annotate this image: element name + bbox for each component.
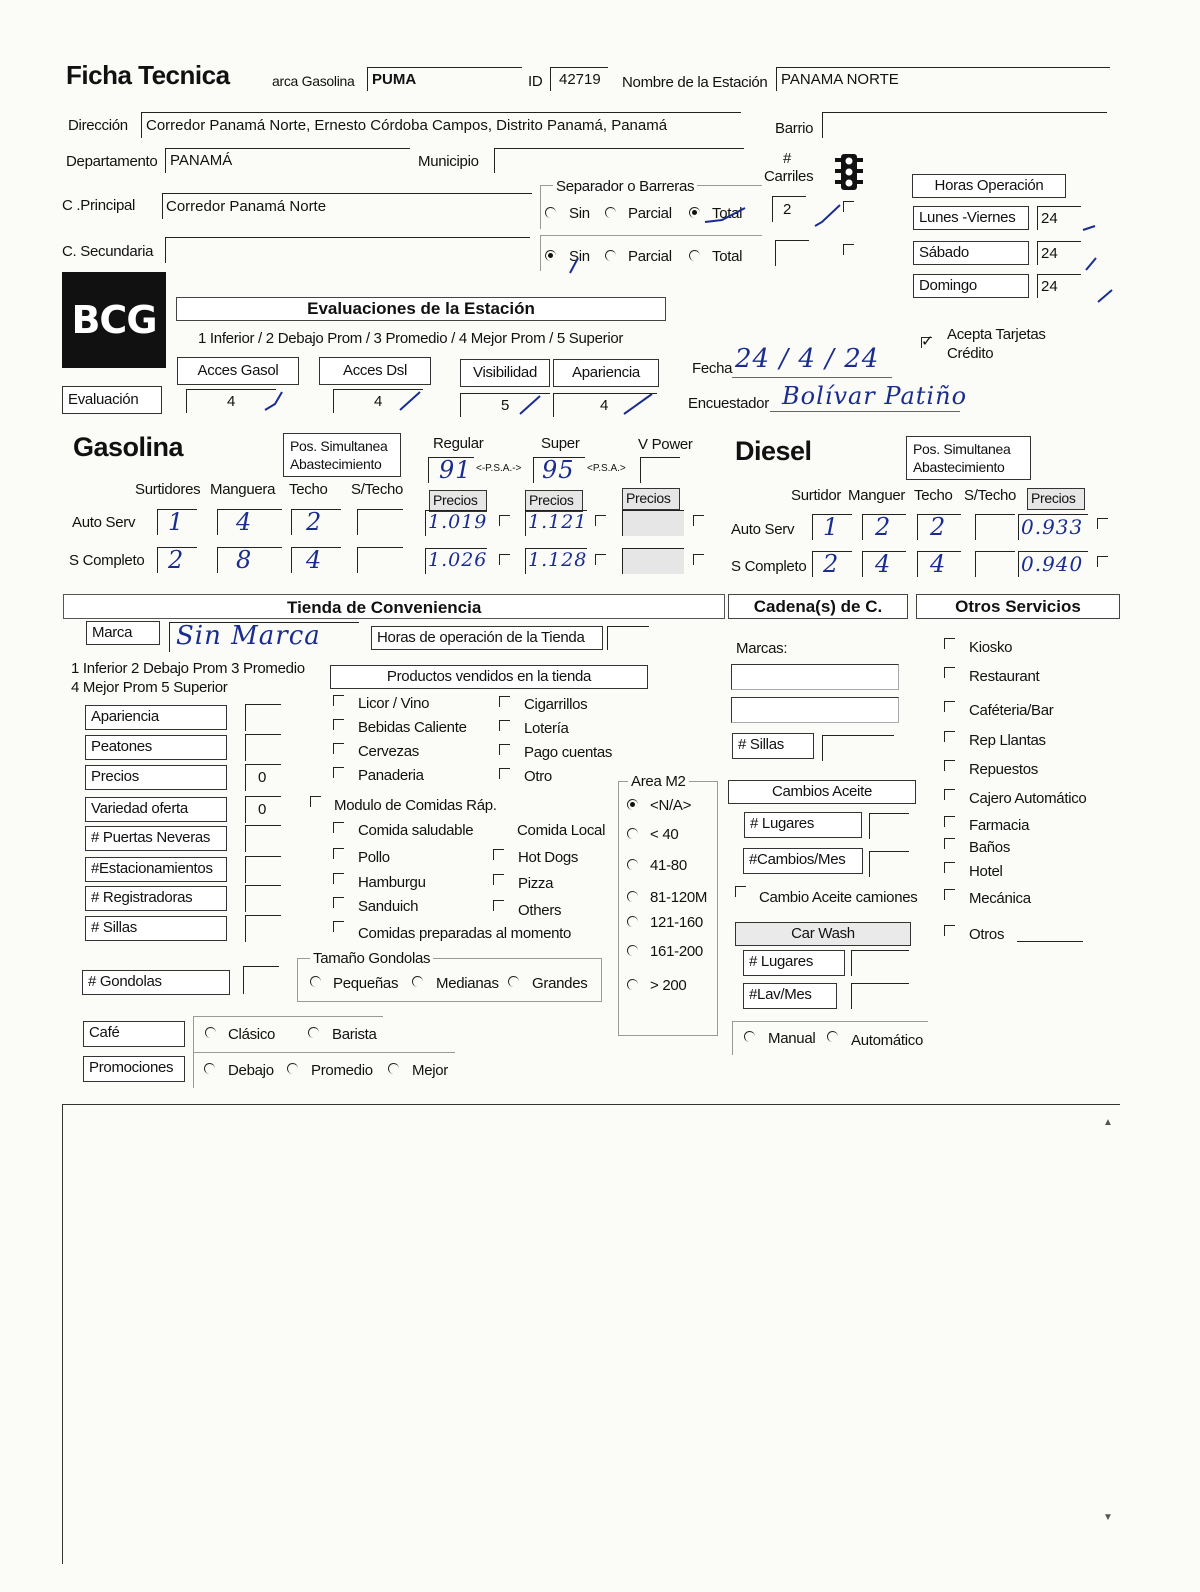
diesel-sc-surtidor[interactable]: [812, 551, 852, 577]
gas-as-vpower-check[interactable]: [693, 515, 704, 526]
comidas-preparadas-label: Comidas preparadas al momento: [358, 925, 572, 942]
secundaria-total-label: Total: [712, 248, 743, 265]
comida-saludable-label: Comida saludable: [358, 822, 474, 839]
marca-gasolina-value: PUMA: [372, 71, 417, 88]
gas-as-regular-precio-value: 1.019: [428, 511, 488, 533]
nombre-estacion-value: PANAMA NORTE: [781, 71, 899, 88]
tienda-marca-field[interactable]: [169, 622, 359, 652]
diesel-sc-precio-value: 0.940: [1021, 552, 1084, 576]
gas-as-surtidores-value: 1: [168, 508, 185, 536]
diesel-auto-serv-label: Auto Serv: [731, 521, 795, 538]
id-value: 42719: [559, 71, 601, 88]
gas-sc-regular-check[interactable]: [499, 554, 510, 565]
direccion-value: Corredor Panamá Norte, Ernesto Córdoba Campos, Distrito Panamá, Panamá: [146, 117, 668, 134]
domingo-value: 24: [1041, 278, 1058, 295]
credito-label: Crédito: [947, 345, 994, 362]
tienda-horas-field[interactable]: [607, 626, 649, 650]
cambio-camiones-checkbox[interactable]: [735, 886, 746, 897]
tienda-row-label: #Estacionamientos: [85, 857, 227, 882]
debajo-radio[interactable]: [204, 1063, 215, 1074]
automatico-radio[interactable]: [827, 1031, 838, 1042]
tienda-row-label: # Registradoras: [85, 886, 227, 911]
area-radio[interactable]: [627, 799, 638, 810]
bcg-logo: BCG: [62, 272, 166, 368]
regular-label: Regular: [433, 435, 484, 452]
pizza-checkbox[interactable]: [493, 874, 504, 885]
otros-item-label: Hotel: [969, 863, 1003, 880]
surtidores-header: Surtidores: [135, 481, 201, 498]
domingo-label: Domingo: [913, 274, 1029, 298]
id-label: ID: [528, 73, 543, 90]
scroll-up-icon[interactable]: ▲: [1103, 1117, 1113, 1128]
gas-as-techo[interactable]: [291, 509, 341, 535]
tienda-marca-label: Marca: [86, 621, 160, 645]
tamano-gondolas-label: Tamaño Gondolas: [310, 950, 433, 967]
apariencia-label: Apariencia: [553, 359, 659, 387]
mejor-radio[interactable]: [388, 1063, 399, 1074]
otros-servicios-title: Otros Servicios: [916, 594, 1120, 619]
principal-total-label: Total: [712, 205, 743, 222]
otros-item-label: Repuestos: [969, 761, 1039, 778]
secundaria-parcial-label: Parcial: [628, 248, 672, 265]
area-radio[interactable]: [627, 828, 638, 839]
c-secundaria-label: C. Secundaria: [62, 243, 154, 260]
panaderia-checkbox[interactable]: [333, 767, 344, 778]
cafe-label: Café: [83, 1021, 185, 1047]
otros-checkbox[interactable]: [944, 731, 955, 742]
diesel-pos-label: Pos. Simultanea: [913, 441, 1011, 457]
otros-checkbox[interactable]: [944, 816, 955, 827]
manual-radio[interactable]: [744, 1031, 755, 1042]
pequenas-label: Pequeñas: [333, 975, 399, 992]
pizza-label: Pizza: [518, 875, 554, 892]
licor-vino-checkbox[interactable]: [333, 695, 344, 706]
area-option-label: 41-80: [650, 857, 687, 874]
area-option-label: 121-160: [650, 914, 703, 931]
barista-label: Barista: [332, 1026, 377, 1043]
tienda-row-field[interactable]: [245, 885, 281, 912]
diesel-sc-check[interactable]: [1097, 556, 1108, 567]
cervezas-label: Cervezas: [358, 743, 419, 760]
diesel-abast-label: Abastecimiento: [913, 459, 1005, 475]
tienda-row-field[interactable]: [245, 734, 281, 761]
tienda-scale-1: 1 Inferior 2 Debajo Prom 3 Promedio: [71, 660, 305, 677]
lunes-viernes-value: 24: [1041, 210, 1058, 227]
cambios-lugares-field[interactable]: [869, 813, 909, 839]
precios-regular-header: Precios: [429, 490, 487, 512]
tienda-row-field[interactable]: [245, 915, 281, 942]
otro-checkbox[interactable]: [499, 768, 510, 779]
page-title: Ficha Tecnica: [66, 60, 230, 90]
nombre-estacion-label: Nombre de la Estación: [622, 74, 768, 91]
encuestador-label: Encuestador: [688, 395, 769, 412]
pollo-checkbox[interactable]: [333, 848, 344, 859]
municipio-label: Municipio: [418, 153, 479, 170]
separador-label: Separador o Barreras: [553, 178, 697, 195]
diesel-manguer-header: Manguer: [848, 487, 906, 504]
otros-checkbox[interactable]: [944, 925, 955, 936]
notes-area[interactable]: [62, 1104, 1120, 1564]
psa-label-super: <P.S.A.>: [587, 463, 626, 474]
gas-sc-regular-precio-value: 1.026: [428, 549, 488, 571]
gas-sc-regular-precio[interactable]: [425, 548, 487, 574]
sabado-label: Sábado: [913, 241, 1029, 265]
cambios-mes-label: #Cambios/Mes: [743, 848, 863, 874]
gondolas-label: # Gondolas: [82, 970, 230, 995]
gas-as-super-precio[interactable]: [525, 510, 587, 536]
comida-local-label: Comida Local: [517, 822, 606, 839]
gas-sc-vpower-check[interactable]: [693, 554, 704, 565]
otros-checkbox[interactable]: [944, 667, 955, 678]
area-option-label: 161-200: [650, 943, 703, 960]
gas-sc-surtidores[interactable]: [157, 547, 197, 573]
tienda-row-label: Apariencia: [85, 705, 227, 730]
evaluaciones-scale: 1 Inferior / 2 Debajo Prom / 3 Promedio / 4 Mejor Prom / 5 Superior: [198, 330, 624, 347]
fecha-value: 24 / 4 / 24: [735, 344, 880, 374]
otros-item-label: Mecánica: [969, 890, 1031, 907]
gas-as-super-check[interactable]: [595, 515, 606, 526]
gas-as-surtidores[interactable]: [157, 509, 197, 535]
tienda-row-label: Peatones: [85, 735, 227, 760]
tienda-row-value: 0: [258, 801, 267, 818]
eval-visibilidad-field[interactable]: [460, 393, 550, 417]
debajo-label: Debajo: [228, 1062, 274, 1079]
carriles-label: Carriles: [764, 168, 814, 185]
lav-mes-label: #Lav/Mes: [743, 983, 837, 1009]
cadena-title: Cadena(s) de C.: [728, 594, 908, 619]
stecho-header: S/Techo: [351, 481, 404, 498]
super-psa-value: 95: [542, 456, 575, 484]
area-option-label: > 200: [650, 977, 687, 994]
regular-psa-field[interactable]: [428, 457, 474, 483]
acces-gasol-label: Acces Gasol: [177, 357, 299, 385]
gas-as-manguera[interactable]: [217, 509, 282, 535]
otros-item-label: Rep Llantas: [969, 732, 1046, 749]
eval-visibilidad-value: 5: [501, 397, 510, 414]
gasolina-pos-simultanea: [283, 433, 401, 477]
fecha-label: Fecha: [692, 360, 733, 377]
otros-checkbox[interactable]: [944, 760, 955, 771]
diesel-as-manguer[interactable]: [862, 514, 906, 540]
grandes-radio[interactable]: [508, 976, 519, 987]
area-option-label: < 40: [650, 826, 679, 843]
cervezas-checkbox[interactable]: [333, 743, 344, 754]
techo-header: Techo: [289, 481, 328, 498]
tienda-row-label: # Sillas: [85, 916, 227, 941]
diesel-as-surtidor-value: 1: [823, 513, 840, 541]
gasolina-abast-label: Abastecimiento: [290, 456, 382, 472]
gas-as-stecho[interactable]: [357, 509, 403, 535]
pequenas-radio[interactable]: [310, 976, 321, 987]
tienda-row-field[interactable]: [245, 856, 281, 883]
carriles-principal-value: 2: [783, 201, 792, 218]
psa-label-regular: <-P.S.A.->: [476, 463, 522, 474]
clasico-radio[interactable]: [205, 1027, 216, 1038]
encuestador-underline: [770, 411, 960, 412]
lunes-viernes-label: Lunes -Viernes: [913, 206, 1029, 230]
area-option-label: <N/A>: [650, 797, 692, 814]
panaderia-label: Panaderia: [358, 767, 424, 784]
diesel-as-stecho[interactable]: [975, 514, 1015, 540]
diesel-as-manguer-value: 2: [875, 513, 892, 541]
gasolina-title: Gasolina: [73, 432, 184, 462]
tienda-row-field[interactable]: [245, 796, 281, 823]
eval-acces-dsl-value: 4: [374, 393, 383, 410]
encuestador-value: Bolívar Patiño: [782, 382, 968, 410]
tienda-row-field[interactable]: [245, 825, 281, 852]
diesel-precios-header: Precios: [1027, 488, 1085, 510]
gas-sc-techo[interactable]: [291, 547, 341, 573]
gas-as-regular-precio[interactable]: [425, 510, 487, 536]
tienda-row-field[interactable]: [245, 764, 281, 791]
marcas-field-2[interactable]: [731, 697, 899, 723]
otros-item-label: Otros: [969, 926, 1005, 943]
diesel-as-check[interactable]: [1097, 518, 1108, 529]
sanduich-label: Sanduich: [358, 898, 419, 915]
area-radio[interactable]: [627, 916, 638, 927]
mejor-label: Mejor: [412, 1062, 449, 1079]
otros-item-label: Cajero Automático: [969, 790, 1087, 807]
gasolina-pos-label: Pos. Simultanea: [290, 438, 388, 454]
evaluaciones-title: Evaluaciones de la Estación: [176, 297, 666, 321]
medianas-label: Medianas: [436, 975, 499, 992]
otros-checkbox[interactable]: [944, 862, 955, 873]
sabado-value: 24: [1041, 245, 1058, 262]
carriles-hash: #: [783, 150, 792, 167]
diesel-sc-manguer-value: 4: [875, 550, 892, 578]
checkmark-icon: ✓: [921, 333, 934, 350]
gas-as-super-precio-value: 1.121: [528, 511, 588, 533]
area-option-label: 81-120M: [650, 889, 708, 906]
secundaria-sin-label: Sin: [569, 248, 590, 265]
comida-saludable-checkbox[interactable]: [333, 822, 344, 833]
gas-as-manguera-value: 4: [236, 508, 253, 536]
licor-vino-label: Licor / Vino: [358, 695, 430, 712]
tienda-title: Tienda de Conveniencia: [287, 598, 482, 617]
cambios-lugares-label: # Lugares: [744, 812, 862, 838]
bebidas-caliente-checkbox[interactable]: [333, 719, 344, 730]
otros-checkbox[interactable]: [944, 701, 955, 712]
gas-as-techo-value: 2: [306, 508, 323, 536]
diesel-surtidor-header: Surtidor: [791, 487, 842, 504]
gas-auto-serv-label: Auto Serv: [72, 514, 136, 531]
cambios-aceite-title: Cambios Aceite: [728, 780, 916, 804]
evaluacion-label: Evaluación: [62, 386, 162, 414]
marcas-field-1[interactable]: [731, 664, 899, 690]
eval-acces-gasol-field[interactable]: [186, 389, 276, 413]
tienda-row-value: 0: [258, 769, 267, 786]
otros-item-label: Kiosko: [969, 639, 1013, 656]
diesel-sc-manguer[interactable]: [862, 551, 906, 577]
barista-radio[interactable]: [308, 1027, 319, 1038]
tienda-row-label: # Puertas Neveras: [85, 826, 227, 851]
otros-checkbox[interactable]: [944, 838, 955, 849]
cambios-mes-field[interactable]: [869, 851, 909, 877]
vpower-psa-field[interactable]: [640, 457, 680, 483]
area-radio[interactable]: [627, 979, 638, 990]
gas-sc-surtidores-value: 2: [168, 546, 185, 574]
loteria-label: Lotería: [524, 720, 569, 737]
eval-acces-dsl-field[interactable]: [333, 389, 423, 413]
carwash-lugares-field[interactable]: [851, 950, 909, 976]
modulo-comidas-label: Modulo de Comidas Ráp.: [334, 797, 497, 814]
precios-super-header: Precios: [525, 490, 583, 512]
diesel-title: Diesel: [735, 436, 812, 466]
gas-sc-super-precio-value: 1.128: [528, 549, 588, 571]
otros-item-label: Restaurant: [969, 668, 1040, 685]
departamento-label: Departamento: [66, 153, 158, 170]
pago-cuentas-checkbox[interactable]: [499, 744, 510, 755]
diesel-sc-techo[interactable]: [917, 551, 961, 577]
promedio-label: Promedio: [311, 1062, 373, 1079]
eval-acces-gasol-value: 4: [227, 393, 236, 410]
sanduich-checkbox[interactable]: [333, 897, 344, 908]
lav-mes-field[interactable]: [851, 983, 909, 1009]
otros-item-label: Farmacia: [969, 817, 1030, 834]
diesel-s-completo-label: S Completo: [731, 558, 807, 575]
area-m2-label: Area M2: [628, 773, 689, 790]
otros-checkbox[interactable]: [944, 789, 955, 800]
otros-checkbox[interactable]: [944, 889, 955, 900]
automatico-label: Automático: [851, 1032, 924, 1049]
super-label: Super: [541, 435, 580, 452]
gas-sc-techo-value: 4: [306, 546, 323, 574]
gondolas-field[interactable]: [243, 966, 279, 994]
regular-psa-value: 91: [439, 456, 472, 484]
diesel-techo-header: Techo: [914, 487, 953, 504]
eval-apariencia-value: 4: [600, 397, 609, 414]
productos-title: Productos vendidos en la tienda: [330, 665, 648, 689]
manguera-header: Manguera: [210, 481, 276, 498]
diesel-as-techo[interactable]: [917, 514, 961, 540]
area-radio[interactable]: [627, 859, 638, 870]
horas-operacion-title: Horas Operación: [912, 174, 1066, 198]
gas-sc-manguera-value: 8: [236, 546, 253, 574]
otros-underline: [1017, 941, 1083, 942]
clasico-label: Clásico: [228, 1026, 276, 1043]
diesel-as-surtidor[interactable]: [812, 514, 852, 540]
gas-sc-super-precio[interactable]: [525, 548, 587, 574]
gas-as-vpower-precio[interactable]: [622, 510, 684, 536]
comidas-preparadas-checkbox[interactable]: [333, 921, 344, 932]
others-checkbox[interactable]: [493, 900, 504, 911]
area-radio[interactable]: [627, 945, 638, 956]
vpower-label: V Power: [638, 436, 693, 453]
tienda-horas-label: Horas de operación de la Tienda: [371, 626, 603, 650]
otro-label: Otro: [524, 768, 552, 785]
principal-parcial-label: Parcial: [628, 205, 672, 222]
otros-item-label: Baños: [969, 839, 1011, 856]
cigarrillos-checkbox[interactable]: [499, 696, 510, 707]
gas-as-regular-check[interactable]: [499, 515, 510, 526]
diesel-as-techo-value: 2: [930, 513, 947, 541]
super-psa-field[interactable]: [533, 457, 585, 483]
cambio-camiones-label: Cambio Aceite camiones: [759, 889, 918, 906]
visibilidad-label: Visibilidad: [460, 359, 550, 387]
area-radio[interactable]: [627, 891, 638, 902]
diesel-sc-surtidor-value: 2: [823, 550, 840, 578]
tienda-marca-value: Sin Marca: [176, 621, 321, 651]
barrio-label: Barrio: [775, 120, 814, 137]
loteria-checkbox[interactable]: [499, 720, 510, 731]
diesel-as-precio-value: 0.933: [1021, 515, 1084, 539]
acces-dsl-label: Acces Dsl: [319, 357, 431, 385]
hot-dogs-label: Hot Dogs: [518, 849, 579, 866]
tienda-row-label: Variedad oferta: [85, 797, 227, 822]
diesel-sc-precio[interactable]: [1018, 551, 1088, 577]
gas-sc-stecho[interactable]: [357, 547, 403, 573]
cadena-sillas-field[interactable]: [822, 735, 894, 761]
direccion-label: Dirección: [68, 117, 128, 134]
marca-gasolina-label: arca Gasolina: [272, 73, 355, 89]
modulo-comidas-checkbox[interactable]: [310, 796, 321, 807]
gas-sc-manguera[interactable]: [217, 547, 282, 573]
principal-sin-label: Sin: [569, 205, 590, 222]
promociones-label: Promociones: [83, 1056, 185, 1082]
c-principal-label: C .Principal: [62, 197, 136, 214]
diesel-pos-simultanea: [906, 436, 1031, 480]
marcas-label: Marcas:: [736, 640, 788, 657]
cadena-sillas-label: # Sillas: [732, 733, 814, 759]
cigarrillos-label: Cigarrillos: [524, 696, 588, 713]
gas-sc-vpower-precio[interactable]: [622, 548, 684, 574]
carwash-lugares-label: # Lugares: [743, 950, 845, 976]
fecha-underline: [732, 377, 892, 378]
precios-vpower-header: Precios: [622, 488, 680, 510]
departamento-value: PANAMÁ: [170, 152, 233, 169]
diesel-sc-techo-value: 4: [930, 550, 947, 578]
others-label: Others: [518, 902, 562, 919]
manual-label: Manual: [768, 1030, 816, 1047]
diesel-as-precio[interactable]: [1018, 514, 1088, 540]
hamburgu-label: Hamburgu: [358, 874, 426, 891]
hot-dogs-checkbox[interactable]: [493, 849, 504, 860]
c-principal-value: Corredor Panamá Norte: [166, 198, 327, 215]
bebidas-caliente-label: Bebidas Caliente: [358, 719, 467, 736]
tienda-row-field[interactable]: [245, 704, 281, 731]
otros-item-label: Caféteria/Bar: [969, 702, 1054, 719]
pago-cuentas-label: Pago cuentas: [524, 744, 613, 761]
diesel-sc-stecho[interactable]: [975, 551, 1015, 577]
gas-s-completo-label: S Completo: [69, 552, 145, 569]
hamburgu-checkbox[interactable]: [333, 873, 344, 884]
otros-checkbox[interactable]: [944, 638, 955, 649]
gas-sc-super-check[interactable]: [595, 554, 606, 565]
tienda-row-label: Precios: [85, 765, 227, 790]
pollo-label: Pollo: [358, 849, 390, 866]
diesel-stecho-header: S/Techo: [964, 487, 1017, 504]
car-wash-title: Car Wash: [735, 922, 911, 946]
acepta-tarjetas-label: Acepta Tarjetas: [947, 326, 1046, 343]
promedio-radio[interactable]: [287, 1063, 298, 1074]
medianas-radio[interactable]: [412, 976, 423, 987]
tienda-scale-2: 4 Mejor Prom 5 Superior: [71, 679, 228, 696]
scroll-down-icon[interactable]: ▼: [1103, 1512, 1113, 1523]
eval-apariencia-field[interactable]: [553, 393, 657, 417]
area-m2-group: [618, 781, 718, 1036]
grandes-label: Grandes: [532, 975, 588, 992]
